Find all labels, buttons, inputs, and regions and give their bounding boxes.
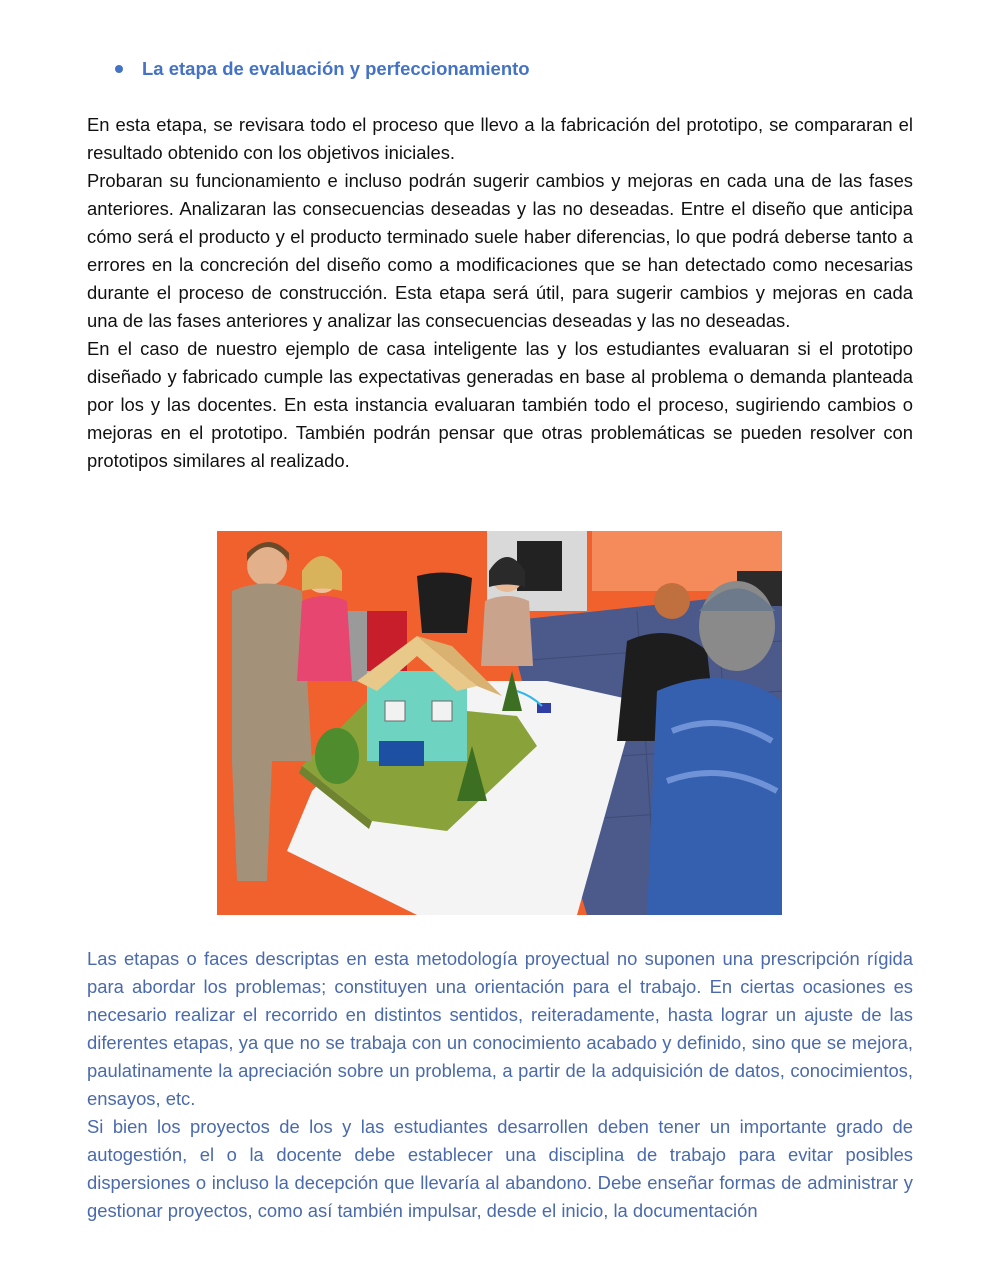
office-chair	[417, 572, 472, 633]
illustration-svg	[217, 531, 782, 915]
body-paragraph-2: Probaran su funcionamiento e incluso podrán sugerir cambios y mejoras en cada una de las fases anteriores. Analizaran las consecuencias deseadas y las no deseadas. Entre el diseño que anticipa cómo será el producto y el producto terminado suele haber diferencias, lo que podrá deberse tanto a errores en la concreción del diseño como a modificaciones que se han detectado como necesarias durante el proceso de construcción. Esta etapa será útil, para sugerir cambios y mejoras en cada una de las fases anteriores y analizar las consecuencias deseadas y las no deseadas.	[87, 170, 913, 331]
bullet-icon	[115, 65, 123, 73]
window	[432, 701, 452, 721]
body-text	[87, 111, 913, 475]
note-paragraph-2: Si bien los proyectos de los y las estudiantes desarrollen deben tener un importante grado de autogestión, el o la docente debe establecer una disciplina de trabajo para evitar posibles dispersiones o incluso la decepción que llevaría al abandono. Debe enseñar formas de administrar y gestionar proyectos, como así también impulsar, desde el inicio, la documentación	[87, 1116, 913, 1221]
note-text	[87, 945, 913, 1225]
section-heading-text: La etapa de evaluación y perfeccionamiento	[142, 58, 530, 79]
body-paragraph-1: En esta etapa, se revisara todo el proceso que llevo a la fabricación del prototipo, se compararan el resultado obtenido con los objetivos iniciales.	[87, 114, 913, 163]
tree-left	[315, 728, 359, 784]
smart-house-illustration	[217, 531, 782, 915]
front-door	[379, 741, 424, 766]
section-heading	[112, 56, 912, 82]
body-paragraph-3: En el caso de nuestro ejemplo de casa inteligente las y los estudiantes evaluaran si el prototipo diseñado y fabricado cumple las expectativas generadas en base al problema o demanda planteada por los y las docentes. En esta instancia evaluaran también todo el proceso, sugiriendo cambios o mejoras en el prototipo. También podrán pensar que otras problemáticas se pueden resolver con prototipos similares al realizado.	[87, 338, 913, 471]
window-2	[385, 701, 405, 721]
note-paragraph-1: Las etapas o faces descriptas en esta metodología proyectual no suponen una prescripción rígida para abordar los problemas; constituyen una orientación para el trabajo. En ciertas ocasiones es necesario realizar el recorrido en distintos sentidos, reiteradamente, hasta lograr un ajuste de las diferentes etapas, ya que no se trabaja con un conocimiento acabado y definido, sino que se mejora, paulatinamente la apreciación sobre un problema, a partir de la adquisición de datos, conocimientos, ensayos, etc.	[87, 948, 913, 1109]
